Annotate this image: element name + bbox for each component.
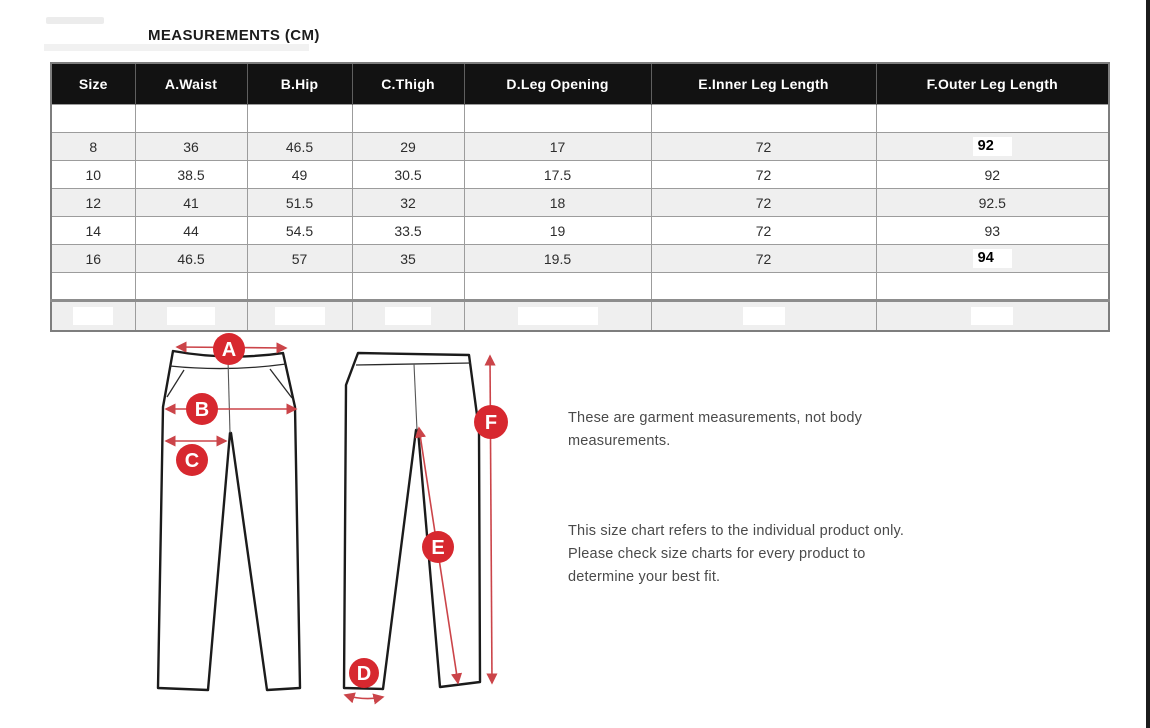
table-row-blank <box>51 273 1109 301</box>
table-cell <box>876 301 1109 331</box>
marker-e <box>422 531 454 563</box>
table-cell: 10 <box>51 161 135 189</box>
marker-a-letter: A <box>221 339 237 361</box>
marker-e-letter: E <box>431 537 445 559</box>
column-header: A.Waist <box>135 63 247 105</box>
edited-value: 92 <box>973 137 1012 156</box>
redaction-box <box>518 307 598 325</box>
redaction-box <box>73 307 113 325</box>
redaction-box <box>275 307 325 325</box>
marker-d-letter: D <box>356 663 372 685</box>
marker-f-letter: F <box>484 412 498 434</box>
table-cell <box>464 301 651 331</box>
table-cell <box>247 105 352 133</box>
size-chart-table <box>50 62 1110 332</box>
marker-b-letter: B <box>194 399 210 421</box>
table-cell: 17 <box>464 133 651 161</box>
table-cell: 16 <box>51 245 135 273</box>
table-cell: 19 <box>464 217 651 245</box>
pants-measurement-diagram <box>140 330 530 728</box>
table-cell: 49 <box>247 161 352 189</box>
table-row-data <box>51 133 1109 161</box>
table-cell: 54.5 <box>247 217 352 245</box>
table-cell: 57 <box>247 245 352 273</box>
column-header: Size <box>51 63 135 105</box>
table-cell: 93 <box>876 217 1109 245</box>
size-chart-disclaimer-note: This size chart refers to the individual product only. Please check size charts for every product to determine your best fit. <box>568 523 905 585</box>
table-header-row <box>51 63 1109 105</box>
garment-measurements-note: These are garment measurements, not body measurements. <box>568 410 863 449</box>
table-cell: 46.5 <box>247 133 352 161</box>
table-cell: 14 <box>51 217 135 245</box>
table-row-blank <box>51 105 1109 133</box>
table-cell: 35 <box>352 245 464 273</box>
table-cell <box>51 105 135 133</box>
pants-front-view <box>158 351 300 690</box>
table-row-data <box>51 189 1109 217</box>
marker-c-letter: C <box>184 450 200 472</box>
table-cell <box>247 273 352 301</box>
table-cell <box>352 273 464 301</box>
column-header: F.Outer Leg Length <box>876 63 1109 105</box>
table-cell: 44 <box>135 217 247 245</box>
table-cell: 92 <box>876 161 1109 189</box>
redaction-box <box>167 307 215 325</box>
table-row-data <box>51 161 1109 189</box>
table-cell: 72 <box>651 217 876 245</box>
table-cell <box>651 105 876 133</box>
size-chart-table-wrap <box>50 62 1110 332</box>
table-cell <box>51 273 135 301</box>
marker-b <box>186 393 218 425</box>
table-cell: 36 <box>135 133 247 161</box>
redaction-box <box>971 307 1013 325</box>
marker-f <box>474 405 508 439</box>
table-cell: 72 <box>651 189 876 217</box>
table-cell: 72 <box>651 133 876 161</box>
table-cell: 19.5 <box>464 245 651 273</box>
table-cell: 51.5 <box>247 189 352 217</box>
table-cell: 29 <box>352 133 464 161</box>
table-cell <box>876 133 1109 161</box>
table-cell: 30.5 <box>352 161 464 189</box>
table-cell <box>876 105 1109 133</box>
table-cell <box>464 273 651 301</box>
table-cell <box>135 273 247 301</box>
column-header: C.Thigh <box>352 63 464 105</box>
table-cell: 41 <box>135 189 247 217</box>
table-cell <box>247 301 352 331</box>
leg-opening-arrow-d <box>345 695 383 699</box>
table-row-data <box>51 217 1109 245</box>
table-cell <box>352 301 464 331</box>
page-edge-line <box>1146 0 1150 728</box>
table-cell: 92.5 <box>876 189 1109 217</box>
table-cell: 38.5 <box>135 161 247 189</box>
table-cell: 72 <box>651 245 876 273</box>
table-cell <box>651 301 876 331</box>
table-cell: 72 <box>651 161 876 189</box>
table-cell <box>876 245 1109 273</box>
marker-c <box>176 444 208 476</box>
artifact-smudge <box>44 44 309 51</box>
pants-back-view <box>344 353 480 689</box>
table-cell: 18 <box>464 189 651 217</box>
table-cell <box>651 273 876 301</box>
page-title: MEASUREMENTS (CM) <box>148 27 320 44</box>
marker-a <box>213 333 245 365</box>
marker-d <box>349 658 379 688</box>
table-cell <box>876 273 1109 301</box>
table-cell <box>51 301 135 331</box>
table-cell: 32 <box>352 189 464 217</box>
artifact-smudge <box>46 17 104 24</box>
table-cell: 12 <box>51 189 135 217</box>
table-cell: 8 <box>51 133 135 161</box>
column-header: D.Leg Opening <box>464 63 651 105</box>
edited-value: 94 <box>973 249 1012 268</box>
column-header: E.Inner Leg Length <box>651 63 876 105</box>
table-cell <box>135 105 247 133</box>
table-row-redacted <box>51 301 1109 331</box>
table-cell <box>135 301 247 331</box>
table-cell: 17.5 <box>464 161 651 189</box>
table-cell: 33.5 <box>352 217 464 245</box>
table-row-data <box>51 245 1109 273</box>
table-cell <box>352 105 464 133</box>
table-cell <box>464 105 651 133</box>
table-cell: 46.5 <box>135 245 247 273</box>
pants-back-outline <box>344 353 480 689</box>
redaction-box <box>743 307 785 325</box>
redaction-box <box>385 307 431 325</box>
column-header: B.Hip <box>247 63 352 105</box>
